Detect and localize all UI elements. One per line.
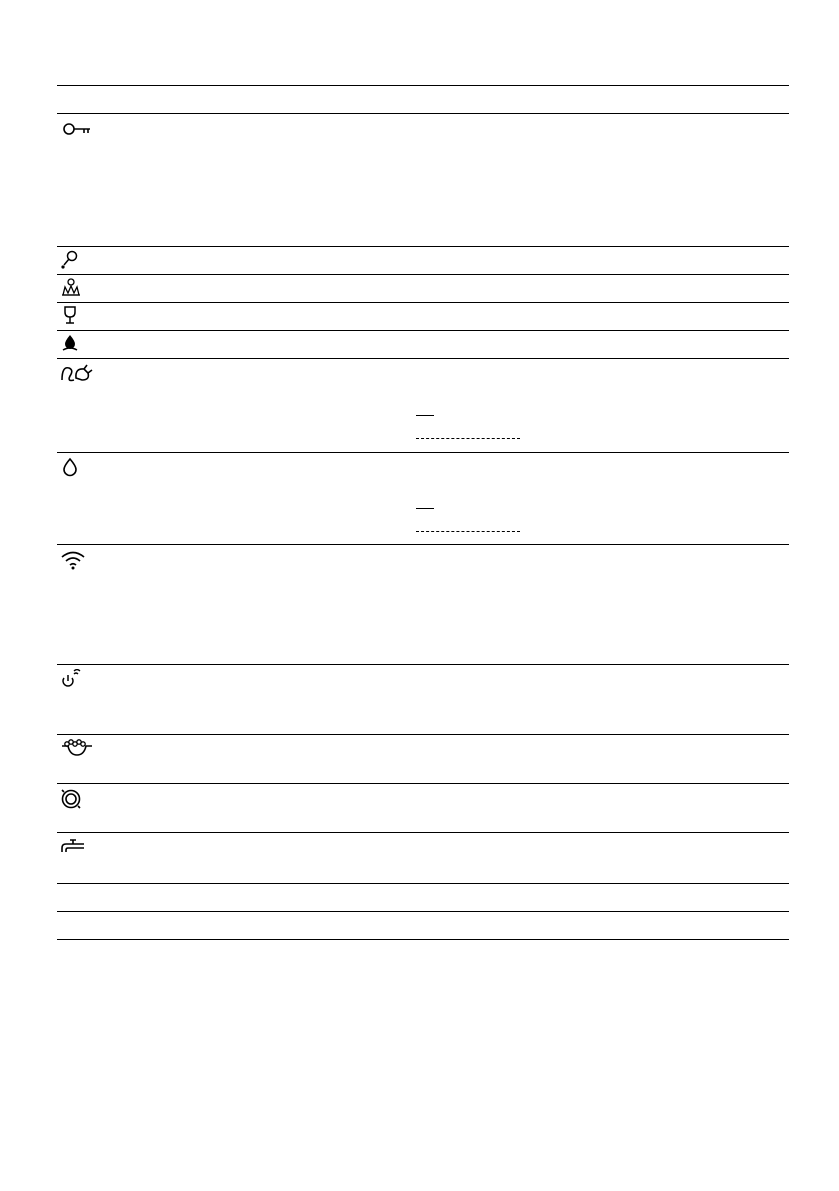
row-divider xyxy=(57,832,789,833)
long-dash-line xyxy=(416,438,520,439)
glass-icon xyxy=(60,305,92,327)
row-divider xyxy=(57,246,789,247)
intensive-zone-icon xyxy=(60,739,92,761)
table-header-rule xyxy=(57,113,789,114)
key-icon xyxy=(60,119,92,141)
row-divider xyxy=(57,911,789,912)
table-bottom-rule xyxy=(57,939,789,940)
row-divider xyxy=(57,302,789,303)
long-dash-line xyxy=(416,531,520,532)
water-drop-icon xyxy=(60,457,92,479)
row-divider xyxy=(57,883,789,884)
water-hardness-icon xyxy=(60,333,92,355)
row-divider xyxy=(57,274,789,275)
power-plug-icon xyxy=(60,362,92,384)
row-divider xyxy=(57,358,789,359)
rinse-aid-icon xyxy=(60,249,92,271)
row-divider xyxy=(57,544,789,545)
drying-icon xyxy=(60,788,92,810)
salt-icon xyxy=(60,277,92,299)
row-divider xyxy=(57,783,789,784)
row-divider xyxy=(57,664,789,665)
wifi-icon xyxy=(60,550,92,572)
short-dash xyxy=(416,415,434,416)
table-top-rule xyxy=(57,85,789,86)
short-dash xyxy=(416,508,434,509)
row-divider xyxy=(57,734,789,735)
remote-start-icon xyxy=(60,669,92,691)
tap-icon xyxy=(60,837,92,859)
row-divider xyxy=(57,452,789,453)
row-divider xyxy=(57,330,789,331)
